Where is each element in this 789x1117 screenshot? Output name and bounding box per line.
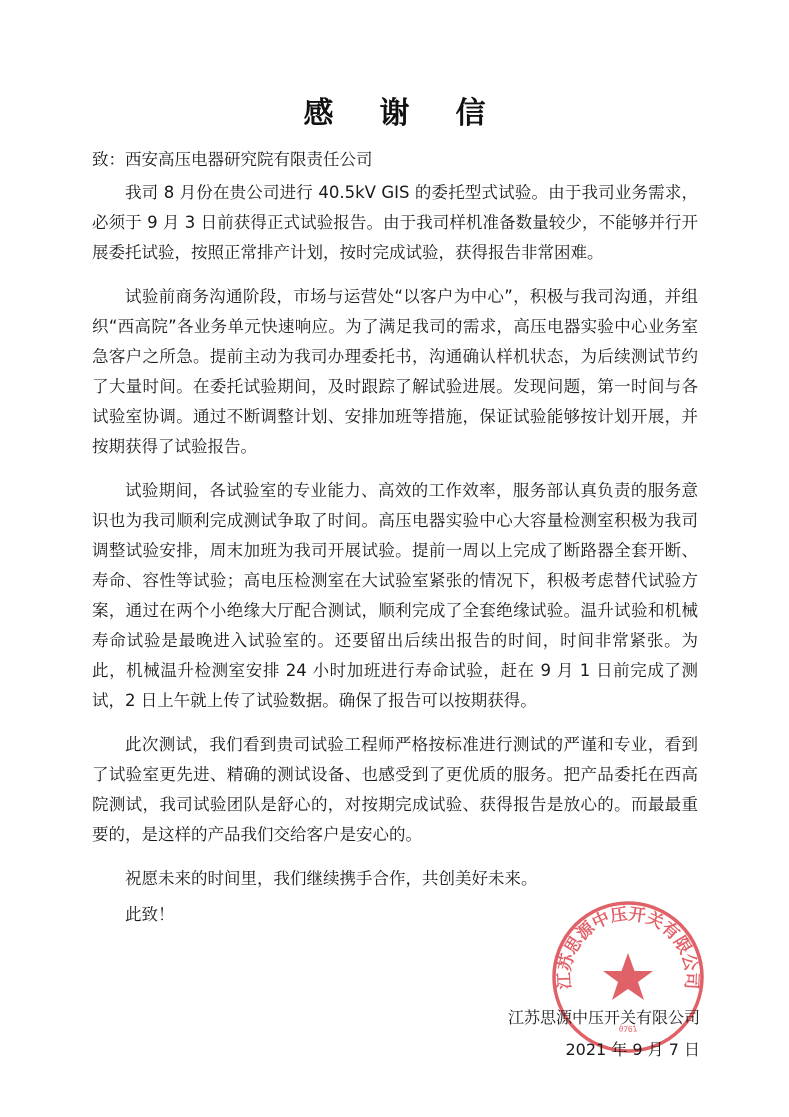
seal-text: 江苏思源中压开关有限公司 [554,904,702,990]
body-paragraph: 我司 8 月份在贵公司进行 40.5kV GIS 的委托型式试验。由于我司业务需求，必须于 9 月 3 日前获得正式试验报告。由于我司样机准备数量较少，不能够并行开展委托试验，按照正常排产计划，按时完成试验，获得报告非常困难。 [92,183,698,262]
seal-star [603,953,653,1000]
body-paragraph: 试验前商务沟通阶段，市场与运营处“以客户为中心”，积极与我司沟通，并组织“西高院”各业务单元快速响应。为了满足我司的需求，高压电器实验中心业务室急客户之所急。提前主动为我司办理委托书，沟通确认样机状态，为后续测试节约了大量时间。在委托试验期间，及时跟踪了解试验进展。发现问题，第一时间与各试验室协调。通过不断调整计划、安排加班等措施，保证试验能够按计划开展，并按期获得了试验报告。 [92,287,698,456]
letter-title: 感谢信 [303,96,532,131]
body-paragraph: 祝愿未来的时间里，我们继续携手合作，共创美好未来。 [125,869,538,888]
seal-number: 0761 [618,1024,638,1035]
body-paragraph: 试验期间，各试验室的专业能力、高效的工作效率，服务部认真负责的服务意识也为我司顺利完成测试争取了时间。高压电器实验中心大容量检测室积极为我司调整试验安排，周末加班为我司开展试验。提前一周以上完成了断路器全套开断、寿命、容性等试验；高电压检测室在大试验室紧张的情况下，积极考虑替代试验方案，通过在两个小绝缘大厅配合测试，顺利完成了全套绝缘试验。温升试验和机械寿命试验是最晚进入试验室的。还要留出后续出报告的时间，时间非常紧张。为此，机械温升检测室安排 24 小时加班进行寿命试验，赶在 9 月 1 日前完成了测试，2 日上午就上传了试验数据。确保了报告可以按期获得。 [92,481,698,710]
body-paragraph: 此次测试，我们看到贵司试验工程师严格按标准进行测试的严谨和专业，看到了试验室更先进、精确的测试设备、也感受到了更优质的服务。把产品委托在西高院测试，我司试验团队是舒心的，对按期完成试验、获得报告是放心的。而最最重要的，是这样的产品我们交给客户是安心的。 [92,735,698,844]
letter-body [92,178,698,944]
signature-company: 江苏思源中压开关有限公司 [507,1008,700,1027]
addressee-line: 致：西安高压电器研究院有限责任公司 [92,150,373,169]
company-seal-icon [548,897,708,1057]
signature-date: 2021 年 9 月 7 日 [565,1040,700,1059]
closing-salutation: 此致！ [125,905,175,924]
